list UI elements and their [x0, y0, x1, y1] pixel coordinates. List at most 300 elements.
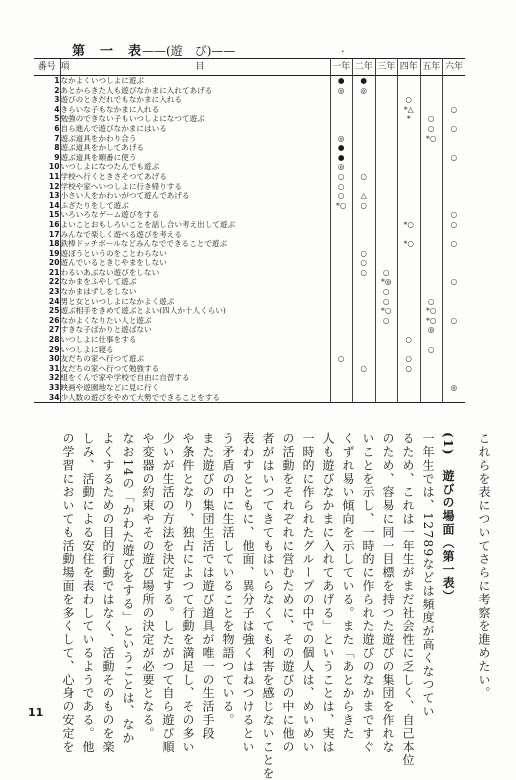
grade-mark — [420, 210, 443, 220]
grade-mark — [375, 325, 398, 335]
grade-mark — [375, 345, 398, 355]
grade-mark — [420, 182, 443, 192]
grade-mark: ● — [330, 143, 353, 153]
grade-mark — [375, 124, 398, 134]
table-title — [72, 40, 235, 59]
grade-mark — [398, 143, 421, 153]
grade-mark — [398, 134, 421, 144]
table-row — [34, 182, 465, 192]
grade-mark: *○ — [398, 220, 421, 230]
table-row — [34, 230, 465, 240]
row-number: 4 — [54, 104, 60, 114]
row-number: 11 — [48, 171, 60, 181]
grade-mark: ○ — [330, 191, 353, 201]
table-row — [34, 345, 465, 355]
grade-mark — [375, 239, 398, 249]
grade-mark — [420, 143, 443, 153]
grade-mark — [353, 325, 376, 335]
grade-mark: ○ — [420, 124, 443, 134]
table-row — [34, 191, 465, 201]
grade-mark — [375, 230, 398, 240]
grade-mark — [443, 345, 466, 355]
grade-mark — [330, 345, 353, 355]
table-row — [34, 258, 465, 268]
grade-mark: △ — [353, 191, 376, 201]
grade-mark — [420, 258, 443, 268]
grade-mark — [420, 153, 443, 163]
grade-mark — [420, 220, 443, 230]
grade-mark — [353, 162, 376, 172]
row-item-text: きらいな子もなかまに入れる — [60, 105, 330, 115]
body-text-column — [458, 432, 474, 694]
body-text-column: 一時的に作られたグループの中での個人は、めいめい — [301, 432, 315, 754]
row-item-text: 友だちの家へ行つて遊ぶ — [60, 354, 330, 364]
row-item-text: 友だちの家へ行つて勉強する — [60, 364, 330, 374]
body-text-column: 者がはいつてきてもはいらなくても利害を感じないことを — [261, 432, 275, 780]
grade-mark — [398, 249, 421, 259]
grade-mark — [375, 201, 398, 211]
body-text-column: よくするための目的行動ではなく、活動そのものを楽 — [101, 432, 115, 754]
row-number: 2 — [54, 85, 60, 95]
grade-mark — [443, 297, 466, 307]
table-row — [34, 114, 465, 124]
table-row — [34, 316, 465, 326]
grade-mark — [398, 393, 421, 403]
row-number: 34 — [34, 393, 60, 403]
grade-mark — [375, 191, 398, 201]
grade-mark — [330, 287, 353, 297]
grade-mark: ○ — [443, 210, 466, 220]
grade-mark — [330, 277, 353, 287]
grade-mark — [398, 210, 421, 220]
grade-mark — [330, 297, 353, 307]
body-text-column: いことを示し、一時的に作られた遊びのなかまですぐ — [361, 432, 375, 754]
grade-mark: *○ — [420, 134, 443, 144]
grade-mark: ○ — [443, 105, 466, 115]
grade-mark — [420, 383, 443, 393]
grade-mark — [443, 172, 466, 182]
grade-mark — [398, 172, 421, 182]
grade-mark — [353, 114, 376, 124]
grade-mark — [420, 239, 443, 249]
grade-mark: ● — [353, 76, 376, 86]
grade-mark: ○ — [443, 220, 466, 230]
grade-mark — [353, 105, 376, 115]
row-item-text: 勉強のできない子もいつしよになつて遊ぶ — [60, 114, 330, 124]
grade-mark — [353, 124, 376, 134]
grade-mark — [330, 364, 353, 374]
grade-mark — [420, 230, 443, 240]
grade-mark — [330, 393, 353, 403]
grade-mark: ○ — [398, 95, 421, 105]
body-text-column: くずれ易い傾向を示している。また「あとからきた — [341, 432, 355, 741]
table-row — [34, 86, 465, 96]
table-row — [34, 287, 465, 297]
header-item: 項 目 — [60, 59, 330, 76]
grade-mark — [443, 201, 466, 211]
row-item-text: いつしよに仕事をする — [60, 335, 330, 345]
grade-mark — [353, 354, 376, 364]
row-number: 13 — [48, 191, 60, 201]
table-row — [34, 124, 465, 134]
header-grade: 五年 — [420, 59, 443, 76]
row-item-text: すきな子ばかりと遊ばない — [60, 325, 330, 335]
grade-mark: ○ — [443, 277, 466, 287]
row-number: 22 — [48, 277, 60, 287]
row-number: 24 — [48, 296, 60, 306]
grade-mark — [420, 162, 443, 172]
row-number: 1 — [54, 76, 60, 85]
grade-mark — [443, 335, 466, 345]
row-item-text: いつしよになつたんでも遊ぶ — [60, 162, 330, 172]
grade-mark: *○ — [420, 306, 443, 316]
grade-mark — [353, 239, 376, 249]
row-item-text: よいことおもしろいことを話し合い考え出して遊ぶ — [60, 220, 330, 230]
grade-mark — [353, 373, 376, 383]
grade-mark — [398, 373, 421, 383]
grade-mark — [420, 86, 443, 96]
grade-mark — [443, 230, 466, 240]
row-number: 9 — [54, 152, 60, 162]
grade-mark: *○ — [398, 239, 421, 249]
grade-mark: ○ — [375, 268, 398, 278]
header-grade: 三年 — [375, 59, 398, 76]
grade-mark — [375, 220, 398, 230]
grade-mark: *○ — [375, 306, 398, 316]
row-number: 32 — [48, 373, 60, 383]
grade-mark — [443, 143, 466, 153]
grade-mark — [420, 354, 443, 364]
grade-mark — [375, 172, 398, 182]
grade-mark — [420, 191, 443, 201]
table-row — [34, 134, 465, 144]
grade-mark — [375, 393, 398, 403]
grade-mark — [398, 383, 421, 393]
body-text-column: の学習においても活動場面を多くして、心身の安定を — [61, 432, 75, 754]
grade-mark — [420, 105, 443, 115]
grade-mark: ○ — [353, 364, 376, 374]
grade-mark: ○ — [420, 114, 443, 124]
row-item-text: 少人数の遊びをやめて大勢でできることをする — [60, 393, 330, 403]
grade-mark — [398, 316, 421, 326]
table-row — [34, 325, 465, 335]
grade-mark — [443, 354, 466, 364]
grade-mark — [443, 191, 466, 201]
grade-mark — [353, 143, 376, 153]
body-text-column: しみ、活動による安住を表わしているようである。他 — [81, 432, 95, 754]
grade-mark — [375, 162, 398, 172]
grade-mark — [375, 210, 398, 220]
grade-mark: ○ — [398, 364, 421, 374]
grade-mark — [330, 105, 353, 115]
grade-mark: ◎ — [420, 325, 443, 335]
row-item-text: 自ら進んで遊びなかまにはいる — [60, 124, 330, 134]
row-item-text: 遊んでいるときじやまをしない — [60, 258, 330, 268]
grade-mark — [375, 354, 398, 364]
table-row — [34, 95, 465, 105]
row-number: 7 — [54, 133, 60, 143]
grade-mark: ○ — [398, 335, 421, 345]
grade-mark — [353, 287, 376, 297]
row-number: 21 — [48, 267, 60, 277]
table-row — [34, 373, 465, 383]
grade-mark: ○ — [353, 258, 376, 268]
grade-mark — [443, 182, 466, 192]
grade-mark — [330, 210, 353, 220]
grade-mark — [375, 143, 398, 153]
grade-mark — [420, 268, 443, 278]
row-item-text: 遊びのときだれでもなかまに入れる — [60, 95, 330, 105]
grade-mark: ○ — [353, 201, 376, 211]
grade-mark — [353, 297, 376, 307]
grade-mark — [443, 373, 466, 383]
body-text-column: るため、これは一年生がまだ社会性に乏しく、自己本位 — [401, 432, 415, 767]
grade-mark — [330, 373, 353, 383]
table-row — [34, 143, 465, 153]
grade-mark — [375, 76, 398, 86]
row-number: 19 — [48, 248, 60, 258]
grade-mark — [443, 249, 466, 259]
grade-mark — [443, 393, 466, 403]
grade-mark — [353, 230, 376, 240]
grade-mark — [330, 268, 353, 278]
grade-mark — [353, 277, 376, 287]
grade-mark — [420, 287, 443, 297]
table-row — [34, 306, 465, 316]
grade-mark: ◎ — [330, 162, 353, 172]
grade-mark — [398, 153, 421, 163]
row-number: 17 — [48, 229, 60, 239]
table-row — [34, 220, 465, 230]
grade-mark: ○ — [330, 182, 353, 192]
row-item-text: なかまはずしをしない — [60, 287, 330, 297]
row-number: 3 — [54, 95, 60, 105]
table-row — [34, 153, 465, 163]
grade-mark — [420, 373, 443, 383]
grade-mark — [420, 172, 443, 182]
header-number: 番号 — [34, 59, 60, 76]
grade-mark — [420, 277, 443, 287]
grade-mark: ○ — [353, 249, 376, 259]
header-grade: 二年 — [353, 59, 376, 76]
body-text-column: また遊びの集団生活では遊び道具が唯一の生活手段 — [201, 432, 215, 741]
grade-mark — [443, 306, 466, 316]
row-number: 23 — [48, 287, 60, 297]
grade-mark — [398, 230, 421, 240]
row-number: 6 — [54, 123, 60, 133]
grade-mark — [398, 76, 421, 86]
stray-dot: . — [341, 42, 345, 55]
body-text-column: や変器の約束やその遊び場所の決定が必要となる。 — [141, 432, 155, 741]
table-row — [34, 239, 465, 249]
table-row — [34, 76, 465, 86]
table-row — [34, 210, 465, 220]
row-item-text: 学校や家へいつしよに行き帰りする — [60, 182, 330, 192]
grade-mark — [398, 162, 421, 172]
grade-mark — [443, 95, 466, 105]
grade-mark — [375, 153, 398, 163]
row-number: 31 — [48, 363, 60, 373]
grade-mark: ● — [330, 76, 353, 86]
grade-mark — [443, 86, 466, 96]
grade-mark — [375, 105, 398, 115]
grade-mark — [353, 182, 376, 192]
grade-mark — [375, 182, 398, 192]
table-row — [34, 335, 465, 345]
grade-mark: ◎ — [330, 134, 353, 144]
grade-mark: ○ — [443, 239, 466, 249]
body-text-column: 人も遊びなかまに入れてあげる」ということは、実は — [321, 432, 335, 754]
grade-mark: ○ — [375, 316, 398, 326]
grade-mark — [330, 383, 353, 393]
table-row — [34, 354, 465, 364]
grade-mark — [330, 335, 353, 345]
row-number: 20 — [48, 258, 60, 268]
grade-mark — [330, 124, 353, 134]
grade-mark — [375, 383, 398, 393]
body-text-column: なお14の「かわた遊びをする」ということは、なか — [121, 432, 135, 745]
grade-mark — [330, 239, 353, 249]
grade-mark — [375, 335, 398, 345]
grade-mark — [375, 95, 398, 105]
grade-mark — [330, 306, 353, 316]
table-row — [34, 383, 465, 393]
body-text-column: 少いが生活の方法を決定する。したがつて自ら遊び順 — [161, 432, 175, 754]
grade-mark: ○ — [420, 345, 443, 355]
row-item-text: 男と女といつしよになかよく遊ぶ — [60, 297, 330, 307]
table-header-row — [34, 59, 465, 76]
grade-mark: ○ — [330, 172, 353, 182]
grade-mark — [353, 393, 376, 403]
grade-mark — [353, 383, 376, 393]
grade-mark — [398, 191, 421, 201]
grade-mark — [443, 114, 466, 124]
row-item-text: 組をくんで家や学校で自由に自習する — [60, 373, 330, 383]
row-item-text: 遊ぶ相手をきめて遊ぶとよい(四人か十人くらい) — [60, 306, 330, 316]
grade-mark — [443, 134, 466, 144]
grade-mark — [375, 249, 398, 259]
row-item-text: なかよくなりたい人と遊ぶ — [60, 316, 330, 326]
grade-mark — [443, 162, 466, 172]
header-grade: 四年 — [398, 59, 421, 76]
grade-mark — [443, 287, 466, 297]
table-row — [34, 201, 465, 211]
grade-mark — [443, 268, 466, 278]
row-number: 27 — [48, 325, 60, 335]
header-grade: 六年 — [443, 59, 466, 76]
body-text-column: 一年生では、12789などは頻度が高くなつてい — [421, 432, 435, 719]
row-number: 30 — [48, 354, 60, 364]
row-item-text: 小さい人をかわいがつて遊んであげる — [60, 191, 330, 201]
body-text-column: や条件となり、独占によつて行動を満足し、その多い — [181, 432, 195, 754]
body-text-column: のため、容易に同一目標を持つた遊びの集団を作れな — [381, 432, 395, 754]
grade-mark — [420, 335, 443, 345]
grade-mark — [398, 297, 421, 307]
table-row — [34, 105, 465, 115]
grade-mark: ○ — [443, 153, 466, 163]
body-text-column: の活動をそれぞれに営むために、その遊びの中に他の — [281, 432, 295, 754]
grade-mark — [375, 86, 398, 96]
row-number: 14 — [48, 200, 60, 210]
grade-mark — [330, 95, 353, 105]
grade-mark — [330, 249, 353, 259]
table-row — [34, 162, 465, 172]
grade-mark — [353, 335, 376, 345]
grade-mark — [353, 210, 376, 220]
grade-mark — [398, 201, 421, 211]
row-item-text: いろいろなゲーム遊びをする — [60, 210, 330, 220]
body-text-column: これらを表についてさらに考察を進めたい。 — [477, 432, 491, 700]
grade-mark: ● — [330, 153, 353, 163]
table-row — [34, 249, 465, 259]
row-item-text: 遊ぶ道具をかわり合う — [60, 134, 330, 144]
row-item-text: 遊ぶ道具を順番に使う — [60, 153, 330, 163]
grade-mark — [398, 306, 421, 316]
table-title-sub: ——(遊 び)—— — [142, 44, 236, 58]
grade-mark: ○ — [375, 287, 398, 297]
grade-mark — [353, 134, 376, 144]
grade-mark — [375, 373, 398, 383]
grade-mark — [375, 114, 398, 124]
grade-mark — [353, 220, 376, 230]
grade-mark — [330, 230, 353, 240]
table-row — [34, 172, 465, 182]
grade-mark — [398, 277, 421, 287]
grade-mark — [375, 364, 398, 374]
row-item-text: なかよくいつしよに遊ぶ — [60, 76, 330, 86]
grade-mark — [375, 134, 398, 144]
row-item-text: 映画や遊園地などに見に行く — [60, 383, 330, 393]
grade-mark: * — [398, 114, 421, 124]
grade-mark — [420, 76, 443, 86]
table-row — [34, 277, 465, 287]
grade-mark — [330, 114, 353, 124]
grade-mark — [398, 258, 421, 268]
grade-mark: ○ — [398, 354, 421, 364]
body-text-column: う矛盾の中に生活していることを物語つている。 — [221, 432, 235, 727]
grade-mark — [353, 95, 376, 105]
grade-mark — [420, 393, 443, 403]
grade-mark — [330, 220, 353, 230]
row-number: 33 — [48, 383, 60, 392]
grade-mark — [353, 345, 376, 355]
grade-mark: ◎ — [443, 383, 466, 393]
row-item-text: ふざたりをして遊ぶ — [60, 201, 330, 211]
row-number: 10 — [48, 162, 60, 172]
grade-mark: ○ — [443, 124, 466, 134]
grade-mark — [398, 325, 421, 335]
grade-mark — [443, 258, 466, 268]
grade-mark — [398, 268, 421, 278]
row-number: 8 — [54, 143, 60, 153]
grade-mark — [330, 316, 353, 326]
grade-mark — [330, 325, 353, 335]
grade-mark — [398, 182, 421, 192]
grade-mark: *○ — [330, 201, 353, 211]
row-number: 5 — [54, 114, 60, 124]
grade-mark — [353, 316, 376, 326]
row-item-text: 遊ぼうというのをことわらない — [60, 249, 330, 259]
grade-mark — [398, 287, 421, 297]
grade-mark — [420, 249, 443, 259]
grade-mark: ◎ — [353, 86, 376, 96]
grade-mark: *○ — [420, 316, 443, 326]
grade-mark — [398, 124, 421, 134]
row-item-text: わるいあぶない遊びをしない — [60, 268, 330, 278]
page-number: 11 — [28, 706, 44, 719]
row-number: 29 — [48, 344, 60, 354]
grade-mark — [443, 325, 466, 335]
